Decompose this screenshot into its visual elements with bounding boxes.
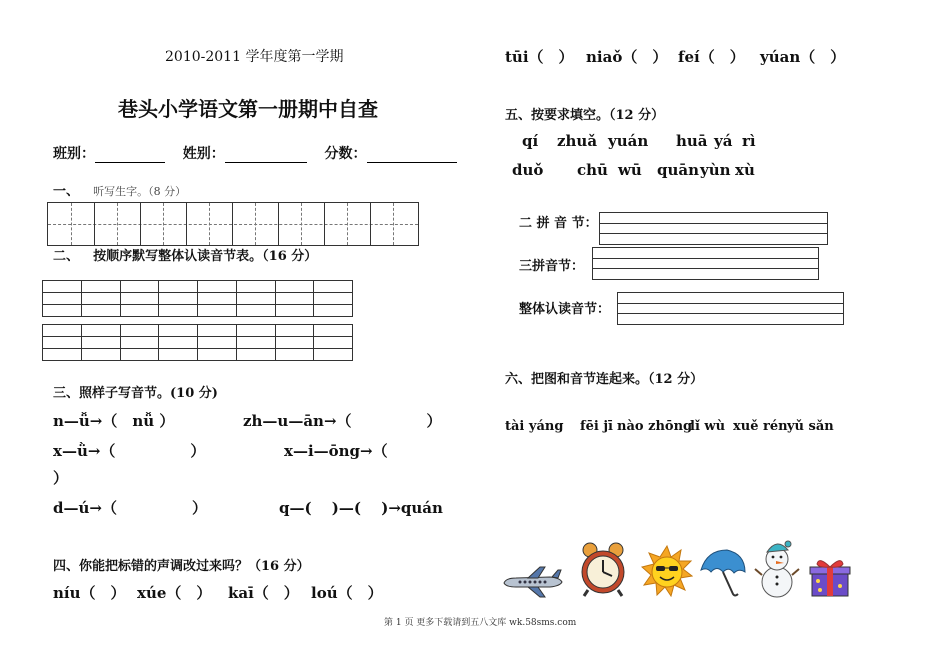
syllable-fei-ji[interactable]: fēi jī: [580, 419, 613, 434]
tone-item[interactable]: niaǒ（ ）: [586, 48, 668, 66]
pinyin-word: wū: [618, 161, 642, 179]
section2-title: 按顺序默写整体认读音节表。（16 分）: [93, 249, 318, 264]
section5-title: 五、按要求填空。（12 分）: [505, 108, 665, 123]
whole-syllable-label: 整体认读音节：: [519, 302, 611, 317]
term-label: 2010-2011 学年度第一学期: [165, 49, 344, 65]
section3-item[interactable]: x—ǜ→（ ）: [53, 442, 206, 460]
sun-icon[interactable]: [641, 545, 693, 597]
syllable-yu-san[interactable]: yǔ sǎn: [787, 419, 834, 434]
pinyin-word: yuán: [608, 132, 649, 150]
section3-item[interactable]: zh—u—ān→（ ）: [243, 412, 442, 430]
pinyin-word: chū: [577, 161, 608, 179]
section3-title: 三、照样子写音节。(10 分): [53, 386, 218, 401]
two-syllable-answer[interactable]: [599, 212, 828, 245]
section2-heading: [53, 245, 317, 264]
section3-item[interactable]: n—ǚ→（ nǚ ）: [53, 412, 175, 430]
dictation-grid[interactable]: [47, 202, 419, 246]
pinyin-word: yá: [714, 132, 733, 150]
page-title: 巷头小学语文第一册期中自查: [118, 97, 378, 121]
umbrella-icon[interactable]: [697, 548, 747, 598]
pinyin-word: quān: [657, 161, 700, 179]
tone-item[interactable]: níu（ ）: [53, 584, 126, 602]
alarm-clock-icon[interactable]: [578, 540, 628, 598]
section1-title: 听写生字。（8 分）: [93, 185, 187, 198]
three-syllable-label: 三拼音节：: [519, 259, 585, 274]
section3-item[interactable]: q—( )—( )→quán: [279, 499, 443, 517]
syllable-xue-ren[interactable]: xuě rén: [733, 419, 788, 434]
syllable-li-wu[interactable]: lǐ wù: [690, 419, 726, 434]
class-label: 班别：: [53, 146, 95, 162]
syllable-table-1[interactable]: [42, 280, 353, 317]
name-label: 姓别：: [182, 146, 225, 162]
snowman-icon[interactable]: [754, 537, 800, 599]
airplane-icon[interactable]: [500, 565, 564, 599]
section2-num: 二、: [53, 249, 80, 264]
three-syllable-answer[interactable]: [592, 247, 819, 280]
whole-syllable-answer[interactable]: [617, 292, 844, 325]
section3-item[interactable]: d—ú→（ ）: [53, 499, 207, 517]
pinyin-word: huā: [676, 132, 708, 150]
pinyin-word: yùn: [700, 161, 731, 179]
two-syllable-label: 二 拼 音 节：: [519, 216, 598, 231]
tone-item[interactable]: feí（ ）: [678, 48, 745, 66]
tone-item[interactable]: loú（ ）: [311, 584, 383, 602]
tone-item[interactable]: xúe（ ）: [137, 584, 212, 602]
page-footer: 第 1 页 更多下载请到五八文库 wk.58sms.com: [384, 618, 577, 628]
gift-box-icon[interactable]: [807, 556, 853, 598]
pinyin-word: rì: [742, 132, 756, 150]
pinyin-word: duǒ: [512, 161, 544, 179]
section3-item[interactable]: x—i—ōng→（: [284, 442, 388, 460]
syllable-table-2[interactable]: [42, 324, 353, 361]
pinyin-word: zhuǎ: [557, 132, 598, 150]
section1-heading: [53, 180, 186, 199]
score-label: 分数：: [324, 146, 367, 162]
section3-item[interactable]: ）: [53, 469, 69, 487]
section6-title: 六、把图和音节连起来。（12 分）: [505, 372, 704, 387]
syllable-nao-zhong[interactable]: nào zhōng: [617, 419, 693, 434]
syllable-tai-yang[interactable]: tài yáng: [505, 419, 564, 434]
section1-num: 一、: [53, 184, 80, 199]
tone-item[interactable]: kaī（ ）: [228, 584, 299, 602]
class-field[interactable]: [53, 143, 457, 163]
pinyin-word: xù: [735, 161, 755, 179]
tone-item[interactable]: tūi（ ）: [505, 48, 574, 66]
tone-item[interactable]: yúan（ ）: [760, 48, 846, 66]
pinyin-word: qí: [522, 132, 539, 150]
section4-title: 四、你能把标错的声调改过来吗？（16 分）: [53, 559, 310, 574]
